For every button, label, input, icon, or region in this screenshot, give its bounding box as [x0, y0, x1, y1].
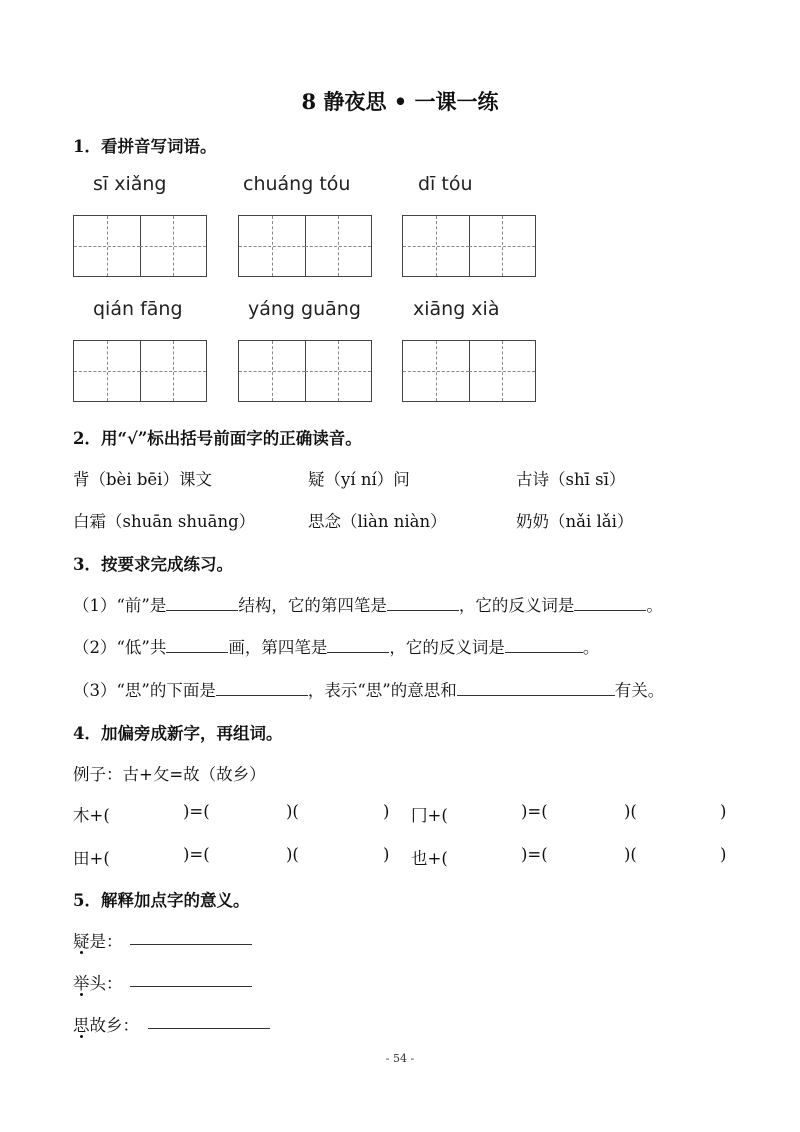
q5-answer-line-2[interactable] [130, 986, 252, 987]
q5-label-1: 疑是： [73, 932, 123, 951]
pinyin-3: dī tóu [418, 173, 473, 195]
q4-row-1-right-mid: )( [624, 802, 637, 821]
q3-l1-text-a: （1）“前”是 [73, 596, 167, 615]
q2-item-5: 思念（liàn niàn） [308, 512, 447, 531]
q4-row-1-left-eq: )=( [183, 802, 210, 821]
q5-label-2: 举头： [73, 974, 123, 993]
q2-item-1: 背（bèi bēi）课文 [73, 470, 212, 489]
q4-row-2-left-eq: )=( [183, 845, 210, 864]
q2-item-3: 古诗（shī sī） [516, 470, 626, 489]
emphasis-dot [80, 993, 83, 996]
writing-grid-3[interactable] [402, 215, 536, 277]
pinyin-4: qián fāng [93, 298, 183, 320]
page-title: 8 静夜思 • 一课一练 [301, 89, 499, 114]
q4-row-2-left-start: 田+( [73, 849, 110, 868]
q4-example: 例子：古+攵=故（故乡） [73, 765, 266, 784]
q4-row-2-left-close: ) [383, 845, 390, 864]
answer-blank[interactable] [505, 634, 583, 653]
q4-row-1-right-close: ) [720, 802, 727, 821]
emphasis-dot [80, 1035, 83, 1038]
q4-row-1-left-start: 木+( [73, 806, 110, 825]
q4-row-1-left-close: ) [383, 802, 390, 821]
writing-grid-6[interactable] [402, 340, 536, 402]
q3-heading: 3．按要求完成练习。 [73, 555, 233, 574]
answer-blank[interactable] [216, 677, 308, 696]
q4-row-2-right-start: 也+( [411, 849, 448, 868]
q3-l2-text-b: 画，第四笔是 [228, 638, 328, 657]
q2-item-4: 白霜（shuān shuāng） [73, 512, 256, 531]
answer-blank[interactable] [387, 592, 459, 611]
q2-heading: 2．用“√”标出括号前面字的正确读音。 [73, 429, 362, 448]
writing-grid-1[interactable] [73, 215, 207, 277]
q3-l1-text-b: 结构，它的第四笔是 [238, 596, 387, 615]
q3-l1-text-c: ，它的反义词是 [458, 596, 575, 615]
page-number: - 54 - [385, 1052, 415, 1065]
emphasis-dot [80, 951, 83, 954]
q4-row-1-right-start: 冂+( [411, 806, 448, 825]
answer-blank[interactable] [457, 677, 615, 696]
writing-grid-5[interactable] [238, 340, 372, 402]
q5-answer-line-3[interactable] [148, 1028, 270, 1029]
q3-l3-text-b: ，表示“思”的意思和 [307, 681, 457, 700]
q4-row-1-right-eq: )=( [521, 802, 548, 821]
q2-item-2: 疑（yí ní）问 [308, 470, 410, 489]
writing-grid-2[interactable] [238, 215, 372, 277]
q5-answer-line-1[interactable] [130, 944, 252, 945]
q2-item-6: 奶奶（nǎi lǎi） [516, 512, 634, 531]
q3-l2-text-a: （2）“低”共 [73, 638, 167, 657]
q3-l2-text-d: 。 [582, 638, 600, 657]
q3-line-3 [73, 677, 664, 701]
pinyin-5: yáng guāng [248, 298, 361, 320]
pinyin-2: chuáng tóu [243, 173, 351, 195]
q3-l3-text-c: 有关。 [614, 681, 665, 700]
q3-l2-text-c: ，它的反义词是 [389, 638, 505, 657]
q4-heading: 4．加偏旁成新字，再组词。 [73, 724, 283, 743]
q4-row-1-left-mid: )( [286, 802, 299, 821]
answer-blank[interactable] [574, 592, 646, 611]
q4-row-2-right-close: ) [720, 845, 727, 864]
q5-label-3: 思故乡： [73, 1016, 139, 1035]
q1-heading: 1．看拼音写词语。 [73, 137, 217, 156]
answer-blank[interactable] [166, 634, 228, 653]
q3-l1-text-d: 。 [646, 596, 663, 615]
q4-row-2-right-mid: )( [624, 845, 637, 864]
q5-heading: 5．解释加点字的意义。 [73, 891, 250, 910]
answer-blank[interactable] [166, 592, 238, 611]
q3-line-2 [73, 634, 599, 658]
answer-blank[interactable] [327, 634, 389, 653]
pinyin-1: sī xiǎng [93, 173, 167, 195]
q3-l3-text-a: （3）“思”的下面是 [73, 681, 216, 700]
q4-row-2-left-mid: )( [286, 845, 299, 864]
q4-row-2-right-eq: )=( [521, 845, 548, 864]
writing-grid-4[interactable] [73, 340, 207, 402]
pinyin-6: xiāng xià [413, 298, 500, 320]
q3-line-1 [73, 592, 663, 616]
